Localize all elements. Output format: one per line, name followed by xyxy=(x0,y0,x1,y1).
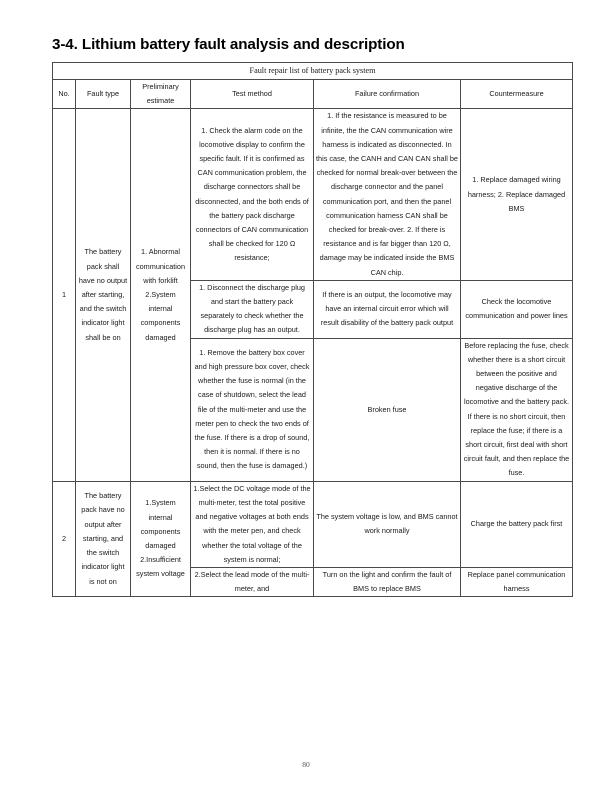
column-header-test-method: Test method xyxy=(191,80,314,109)
page-number: 80 xyxy=(302,760,310,769)
cell-test-method: 2.Select the lead mode of the multi-meter, and xyxy=(191,567,314,596)
cell-test-method: 1. Check the alarm code on the locomotive display to confirm the specific fault. If it is confirmed as CAN communication problem, the discharge connectors shall be disconnected, and the both ends of the battery pack discharge connectors of CAN communication shall be checked for 120 Ω resistance; xyxy=(191,109,314,280)
cell-no: 1 xyxy=(53,109,76,481)
cell-fault-type: The battery pack shall have no output after starting, and the switch indicator light shall be on xyxy=(76,109,131,481)
table-row xyxy=(53,481,573,567)
page-title: 3-4. Lithium battery fault analysis and description xyxy=(52,36,405,53)
cell-countermeasure: Replace panel communication harness xyxy=(461,567,573,596)
column-header-fault-type: Fault type xyxy=(76,80,131,109)
column-header-no: No. xyxy=(53,80,76,109)
column-header-countermeasure: Countermeasure xyxy=(461,80,573,109)
table-header-row xyxy=(53,80,573,109)
cell-countermeasure: Before replacing the fuse, check whether there is a short circuit between the positive and negative discharge of the locomotive and the battery pack. If there is no short circuit, then replace the fuse; if there is a short circuit, first deal with short circuit fault, and then replace the fuse. xyxy=(461,338,573,481)
table-caption-row xyxy=(53,63,573,80)
cell-test-method: 1. Disconnect the discharge plug and start the battery pack separately to check whether the discharge plug has an output. xyxy=(191,280,314,338)
column-header-failure-confirmation: Failure confirmation xyxy=(314,80,461,109)
cell-countermeasure: Charge the battery pack first xyxy=(461,481,573,567)
fault-repair-table xyxy=(52,62,573,597)
cell-failure-confirmation: The system voltage is low, and BMS cannot work normally xyxy=(314,481,461,567)
cell-preliminary-estimate: 1. Abnormal communication with forklift 2.System internal components damaged xyxy=(131,109,191,481)
table-caption: Fault repair list of battery pack system xyxy=(53,63,573,80)
cell-fault-type: The battery pack have no output after starting, and the switch indicator light is not on xyxy=(76,481,131,597)
cell-test-method: 1.Select the DC voltage mode of the multi-meter, test the total positive and negative voltages at both ends with the meter pen, and check whether the total voltage of the system is normal; xyxy=(191,481,314,567)
column-header-preliminary-estimate: Preliminary estimate xyxy=(131,80,191,109)
cell-failure-confirmation: 1. If the resistance is measured to be infinite, the the CAN communication wire harness is indicated as disconnected. In this case, the CANH and CAN CAN shall be checked for normal break-over between the discharge connector and the panel communication port, and then the panel communication harness CAN shall be checked for break-over. 2. If there is resistance and is far bigger than 120 Ω, damage may be indicated inside the BMS CAN chip. xyxy=(314,109,461,280)
cell-failure-confirmation: Turn on the light and confirm the fault of BMS to replace BMS xyxy=(314,567,461,596)
cell-preliminary-estimate: 1.System internal components damaged 2.Insufficient system voltage xyxy=(131,481,191,597)
cell-failure-confirmation: Broken fuse xyxy=(314,338,461,481)
cell-failure-confirmation: If there is an output, the locomotive may have an internal circuit error which will result disability of the battery pack output xyxy=(314,280,461,338)
table-row xyxy=(53,109,573,280)
cell-test-method: 1. Remove the battery box cover and high pressure box cover, check whether the fuse is normal (in the case of shutdown, select the lead file of the multi-meter and use the meter pen to check the two ends of the fuse. If there is a drop of sound, then it is normal. If there is no sound, then the fuse is damaged.) xyxy=(191,338,314,481)
cell-countermeasure: 1. Replace damaged wiring harness; 2. Replace damaged BMS xyxy=(461,109,573,280)
cell-countermeasure: Check the locomotive communication and power lines xyxy=(461,280,573,338)
cell-no: 2 xyxy=(53,481,76,597)
